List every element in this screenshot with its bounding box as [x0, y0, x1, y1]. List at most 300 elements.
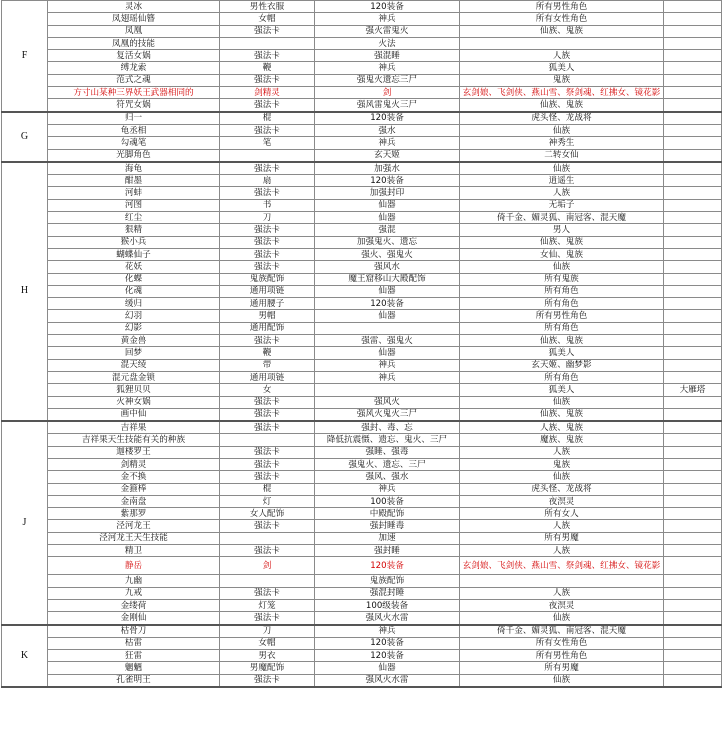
table-row — [2, 396, 722, 408]
item-type-cell: 剑 — [220, 557, 315, 575]
applicable-role-cell: 仙族、鬼族 — [460, 25, 664, 37]
item-table-body — [2, 1, 722, 688]
applicable-role-cell: 所有女性角色 — [460, 637, 664, 649]
item-type-cell — [220, 37, 315, 49]
item-name-cell: 金不换 — [48, 471, 220, 483]
table-row — [2, 625, 722, 638]
item-source-cell: 魔王窟移山大殿配饰 — [315, 273, 460, 285]
applicable-role-cell: 夜溟灵 — [460, 495, 664, 507]
item-source-cell: 强混封睡 — [315, 587, 460, 599]
applicable-role-cell: 魔族、鬼族 — [460, 434, 664, 446]
item-source-cell: 强水 — [315, 124, 460, 136]
item-type-cell: 强法卡 — [220, 587, 315, 599]
item-type-cell: 强法卡 — [220, 261, 315, 273]
item-source-cell: 120装备 — [315, 1, 460, 13]
item-type-cell: 强法卡 — [220, 25, 315, 37]
extra-note-cell — [664, 612, 722, 625]
applicable-role-cell: 所有角色 — [460, 285, 664, 297]
applicable-role-cell: 玄剑娘、飞剑侠、燕山雪、祭剑魂、红拂女、镜花影 — [460, 557, 664, 575]
item-source-cell: 强风火鬼火三尸 — [315, 408, 460, 421]
item-type-cell: 女人配饰 — [220, 508, 315, 520]
item-source-cell: 强混 — [315, 224, 460, 236]
table-row — [2, 175, 722, 187]
applicable-role-cell: 仙族 — [460, 261, 664, 273]
item-source-cell: 神兵 — [315, 13, 460, 25]
item-type-cell: 男性衣服 — [220, 1, 315, 13]
item-source-cell: 神兵 — [315, 371, 460, 383]
applicable-role-cell: 人族 — [460, 446, 664, 458]
item-name-cell: 九幽 — [48, 575, 220, 587]
item-name-cell: 缓归 — [48, 298, 220, 310]
item-type-cell: 强法卡 — [220, 99, 315, 112]
item-name-cell: 复活女娲 — [48, 50, 220, 62]
item-source-cell: 强风火水雷 — [315, 612, 460, 625]
item-name-cell: 猴小兵 — [48, 236, 220, 248]
item-type-cell: 强法卡 — [220, 520, 315, 532]
table-row — [2, 149, 722, 162]
table-row — [2, 285, 722, 297]
item-type-cell: 强法卡 — [220, 162, 315, 175]
item-source-cell: 强封、毒、忘 — [315, 421, 460, 434]
item-source-cell: 中殿配饰 — [315, 508, 460, 520]
applicable-role-cell: 无垢子 — [460, 199, 664, 211]
item-source-cell: 120装备 — [315, 557, 460, 575]
group-letter-cell: J — [2, 421, 48, 624]
item-source-cell: 剑 — [315, 87, 460, 99]
table-row — [2, 587, 722, 599]
table-row — [2, 124, 722, 136]
table-row — [2, 112, 722, 125]
item-type-cell: 强法卡 — [220, 124, 315, 136]
item-table — [1, 0, 722, 688]
item-name-cell: 红尘 — [48, 212, 220, 224]
table-row — [2, 446, 722, 458]
extra-note-cell — [664, 310, 722, 322]
item-source-cell: 仙器 — [315, 285, 460, 297]
extra-note-cell — [664, 359, 722, 371]
item-name-cell: 花妖 — [48, 261, 220, 273]
item-type-cell: 强法卡 — [220, 236, 315, 248]
item-type-cell: 刀 — [220, 625, 315, 638]
item-source-cell: 强火、强鬼火 — [315, 248, 460, 260]
item-type-cell: 笔 — [220, 137, 315, 149]
applicable-role-cell: 逍遥生 — [460, 175, 664, 187]
applicable-role-cell: 仙族、鬼族 — [460, 99, 664, 112]
table-row — [2, 298, 722, 310]
item-type-cell: 棍 — [220, 112, 315, 125]
extra-note-cell — [664, 322, 722, 334]
item-name-cell: 回梦 — [48, 347, 220, 359]
extra-note-cell — [664, 599, 722, 611]
item-type-cell: 鞭 — [220, 62, 315, 74]
extra-note-cell — [664, 298, 722, 310]
extra-note-cell — [664, 520, 722, 532]
extra-note-cell — [664, 124, 722, 136]
applicable-role-cell: 玄天姬、幽梦影 — [460, 359, 664, 371]
item-name-cell: 龟丞相 — [48, 124, 220, 136]
item-type-cell: 男魔配饰 — [220, 662, 315, 674]
extra-note-cell — [664, 371, 722, 383]
item-source-cell: 强睡、强毒 — [315, 446, 460, 458]
extra-note-cell — [664, 273, 722, 285]
item-source-cell: 强封睡 — [315, 545, 460, 557]
item-name-cell: 金南盘 — [48, 495, 220, 507]
table-row — [2, 37, 722, 49]
item-name-cell: 九戒 — [48, 587, 220, 599]
applicable-role-cell: 仙族、鬼族 — [460, 408, 664, 421]
extra-note-cell — [664, 434, 722, 446]
item-type-cell: 灯 — [220, 495, 315, 507]
table-row — [2, 1, 722, 13]
table-row — [2, 599, 722, 611]
extra-note-cell — [664, 545, 722, 557]
item-source-cell: 加强鬼火、遗忘 — [315, 236, 460, 248]
table-row — [2, 520, 722, 532]
item-name-cell: 狠精 — [48, 224, 220, 236]
item-name-cell: 方寸山某种三界妖王武器相同的 — [48, 87, 220, 99]
item-source-cell: 100装备 — [315, 495, 460, 507]
table-row — [2, 87, 722, 99]
extra-note-cell — [664, 662, 722, 674]
item-source-cell: 神兵 — [315, 359, 460, 371]
item-name-cell: 火神女娲 — [48, 396, 220, 408]
table-row — [2, 408, 722, 421]
group-letter-cell: F — [2, 1, 48, 112]
table-row — [2, 434, 722, 446]
applicable-role-cell: 人族 — [460, 520, 664, 532]
applicable-role-cell: 人族 — [460, 587, 664, 599]
item-source-cell: 仙器 — [315, 199, 460, 211]
extra-note-cell: 大雁塔 — [664, 384, 722, 396]
table-row — [2, 25, 722, 37]
extra-note-cell — [664, 50, 722, 62]
item-type-cell: 灯笼 — [220, 599, 315, 611]
item-source-cell — [315, 322, 460, 334]
item-type-cell: 强法卡 — [220, 446, 315, 458]
item-type-cell: 通用腰子 — [220, 298, 315, 310]
table-row — [2, 508, 722, 520]
extra-note-cell — [664, 532, 722, 544]
item-source-cell: 强风火水雷 — [315, 674, 460, 687]
applicable-role-cell: 狐美人 — [460, 384, 664, 396]
item-name-cell: 剑精灵 — [48, 458, 220, 470]
item-type-cell: 男帽 — [220, 310, 315, 322]
item-source-cell: 强封睡毒 — [315, 520, 460, 532]
extra-note-cell — [664, 187, 722, 199]
table-row — [2, 384, 722, 396]
item-source-cell: 加强水 — [315, 162, 460, 175]
item-name-cell: 归一 — [48, 112, 220, 125]
table-row — [2, 471, 722, 483]
table-row — [2, 199, 722, 211]
extra-note-cell — [664, 335, 722, 347]
item-name-cell: 河蚌 — [48, 187, 220, 199]
extra-note-cell — [664, 112, 722, 125]
extra-note-cell — [664, 285, 722, 297]
applicable-role-cell: 仙族 — [460, 612, 664, 625]
table-row — [2, 545, 722, 557]
item-name-cell: 混元盘金锁 — [48, 371, 220, 383]
item-type-cell: 强法卡 — [220, 224, 315, 236]
item-source-cell: 神兵 — [315, 625, 460, 638]
table-row — [2, 612, 722, 625]
table-row — [2, 13, 722, 25]
applicable-role-cell: 所有角色 — [460, 322, 664, 334]
applicable-role-cell: 所有男性角色 — [460, 1, 664, 13]
applicable-role-cell: 倚千金、媚灵狐、南冠客、混天魔 — [460, 625, 664, 638]
table-row — [2, 421, 722, 434]
item-source-cell: 仙器 — [315, 347, 460, 359]
table-row — [2, 650, 722, 662]
item-name-cell: 魍魉 — [48, 662, 220, 674]
item-type-cell: 强法卡 — [220, 248, 315, 260]
item-name-cell: 化蝶 — [48, 273, 220, 285]
table-row — [2, 458, 722, 470]
applicable-role-cell: 倚千金、媚灵狐、南冠客、混天魔 — [460, 212, 664, 224]
item-source-cell: 强雷、强鬼火 — [315, 335, 460, 347]
item-name-cell: 泾河龙王 — [48, 520, 220, 532]
item-name-cell: 光脚角色 — [48, 149, 220, 162]
applicable-role-cell: 二转女仙 — [460, 149, 664, 162]
item-name-cell: 范式之魂 — [48, 74, 220, 86]
item-name-cell: 酣墨 — [48, 175, 220, 187]
extra-note-cell — [664, 37, 722, 49]
item-type-cell: 强法卡 — [220, 335, 315, 347]
item-type-cell: 刀 — [220, 212, 315, 224]
item-type-cell: 带 — [220, 359, 315, 371]
item-name-cell: 化魂 — [48, 285, 220, 297]
applicable-role-cell: 仙族、鬼族 — [460, 335, 664, 347]
item-name-cell: 勾魂笔 — [48, 137, 220, 149]
item-name-cell: 河图 — [48, 199, 220, 211]
item-type-cell: 剑精灵 — [220, 87, 315, 99]
applicable-role-cell: 夜溟灵 — [460, 599, 664, 611]
table-row — [2, 347, 722, 359]
item-type-cell: 强法卡 — [220, 396, 315, 408]
table-row — [2, 557, 722, 575]
item-type-cell — [220, 149, 315, 162]
table-row — [2, 322, 722, 334]
item-name-cell: 符咒女娲 — [48, 99, 220, 112]
item-source-cell: 强风火 — [315, 396, 460, 408]
table-row — [2, 335, 722, 347]
applicable-role-cell: 玄剑娘、飞剑侠、燕山雪、祭剑魂、红拂女、镜花影 — [460, 87, 664, 99]
extra-note-cell — [664, 87, 722, 99]
item-type-cell: 强法卡 — [220, 74, 315, 86]
table-row — [2, 483, 722, 495]
extra-note-cell — [664, 25, 722, 37]
extra-note-cell — [664, 162, 722, 175]
extra-note-cell — [664, 396, 722, 408]
item-source-cell: 火法 — [315, 37, 460, 49]
applicable-role-cell: 所有角色 — [460, 298, 664, 310]
applicable-role-cell: 所有男魔 — [460, 532, 664, 544]
applicable-role-cell: 狐美人 — [460, 347, 664, 359]
applicable-role-cell: 所有鬼族 — [460, 273, 664, 285]
item-type-cell: 书 — [220, 199, 315, 211]
extra-note-cell — [664, 175, 722, 187]
table-row — [2, 62, 722, 74]
item-source-cell: 神兵 — [315, 483, 460, 495]
item-type-cell: 强法卡 — [220, 187, 315, 199]
table-row — [2, 248, 722, 260]
applicable-role-cell: 人族 — [460, 545, 664, 557]
extra-note-cell — [664, 650, 722, 662]
applicable-role-cell: 虎头怪、龙战将 — [460, 483, 664, 495]
extra-note-cell — [664, 637, 722, 649]
item-type-cell: 强法卡 — [220, 545, 315, 557]
extra-note-cell — [664, 224, 722, 236]
extra-note-cell — [664, 1, 722, 13]
table-row — [2, 310, 722, 322]
item-type-cell: 强法卡 — [220, 674, 315, 687]
table-row — [2, 212, 722, 224]
item-source-cell: 100级装备 — [315, 599, 460, 611]
item-source-cell: 强风雷鬼火三尸 — [315, 99, 460, 112]
applicable-role-cell: 虎头怪、龙战将 — [460, 112, 664, 125]
item-name-cell: 孔雀明王 — [48, 674, 220, 687]
group-letter-cell: H — [2, 162, 48, 421]
item-source-cell: 神兵 — [315, 137, 460, 149]
item-name-cell: 画中仙 — [48, 408, 220, 421]
applicable-role-cell: 所有男性角色 — [460, 650, 664, 662]
applicable-role-cell: 所有男性角色 — [460, 310, 664, 322]
table-row — [2, 162, 722, 175]
applicable-role-cell: 所有女人 — [460, 508, 664, 520]
item-name-cell: 狐狸贝贝 — [48, 384, 220, 396]
extra-note-cell — [664, 212, 722, 224]
extra-note-cell — [664, 587, 722, 599]
item-type-cell: 强法卡 — [220, 50, 315, 62]
item-source-cell: 仙器 — [315, 662, 460, 674]
item-type-cell — [220, 434, 315, 446]
item-source-cell: 强火雷鬼火 — [315, 25, 460, 37]
item-name-cell: 海龟 — [48, 162, 220, 175]
item-type-cell — [220, 575, 315, 587]
table-row — [2, 371, 722, 383]
extra-note-cell — [664, 471, 722, 483]
item-source-cell: 120装备 — [315, 637, 460, 649]
extra-note-cell — [664, 508, 722, 520]
item-source-cell — [315, 384, 460, 396]
applicable-role-cell: 神秀生 — [460, 137, 664, 149]
extra-note-cell — [664, 137, 722, 149]
extra-note-cell — [664, 261, 722, 273]
item-name-cell: 紫那罗 — [48, 508, 220, 520]
item-name-cell: 灵冰 — [48, 1, 220, 13]
item-type-cell: 通用项链 — [220, 371, 315, 383]
item-type-cell — [220, 532, 315, 544]
extra-note-cell — [664, 149, 722, 162]
item-type-cell: 女帽 — [220, 637, 315, 649]
table-row — [2, 224, 722, 236]
item-name-cell: 精卫 — [48, 545, 220, 557]
applicable-role-cell: 仙族 — [460, 162, 664, 175]
item-name-cell: 金刚仙 — [48, 612, 220, 625]
item-source-cell: 仙器 — [315, 310, 460, 322]
extra-note-cell — [664, 199, 722, 211]
item-name-cell: 枯雷 — [48, 637, 220, 649]
applicable-role-cell: 鬼族 — [460, 458, 664, 470]
extra-note-cell — [664, 446, 722, 458]
table-row — [2, 50, 722, 62]
item-name-cell: 静岳 — [48, 557, 220, 575]
item-name-cell: 吉祥果天生技能有关的种族 — [48, 434, 220, 446]
extra-note-cell — [664, 99, 722, 112]
item-source-cell: 神兵 — [315, 62, 460, 74]
item-name-cell: 蝴蝶仙子 — [48, 248, 220, 260]
applicable-role-cell: 人族 — [460, 50, 664, 62]
extra-note-cell — [664, 248, 722, 260]
extra-note-cell — [664, 575, 722, 587]
item-name-cell: 缚龙索 — [48, 62, 220, 74]
applicable-role-cell: 仙族 — [460, 674, 664, 687]
item-name-cell: 凤翅瑶仙簪 — [48, 13, 220, 25]
extra-note-cell — [664, 674, 722, 687]
item-name-cell: 黄金兽 — [48, 335, 220, 347]
applicable-role-cell: 人族 — [460, 187, 664, 199]
table-row — [2, 236, 722, 248]
table-row — [2, 662, 722, 674]
item-type-cell: 通用配饰 — [220, 322, 315, 334]
item-type-cell: 强法卡 — [220, 408, 315, 421]
applicable-role-cell: 鬼族 — [460, 74, 664, 86]
applicable-role-cell: 人族、鬼族 — [460, 421, 664, 434]
applicable-role-cell: 所有男魔 — [460, 662, 664, 674]
item-source-cell: 120装备 — [315, 112, 460, 125]
table-row — [2, 575, 722, 587]
table-row — [2, 74, 722, 86]
item-type-cell: 鞭 — [220, 347, 315, 359]
item-name-cell: 枯骨刀 — [48, 625, 220, 638]
extra-note-cell — [664, 557, 722, 575]
item-source-cell: 强鬼火、遗忘、三尸 — [315, 458, 460, 470]
item-type-cell: 女帽 — [220, 13, 315, 25]
item-source-cell: 强风水 — [315, 261, 460, 273]
item-source-cell: 仙器 — [315, 212, 460, 224]
applicable-role-cell: 所有角色 — [460, 371, 664, 383]
applicable-role-cell: 仙族 — [460, 396, 664, 408]
item-source-cell: 降低抗震慑、遗忘、鬼火、三尸 — [315, 434, 460, 446]
item-name-cell: 狂雷 — [48, 650, 220, 662]
item-source-cell: 玄天姬 — [315, 149, 460, 162]
applicable-role-cell: 所有女性角色 — [460, 13, 664, 25]
item-name-cell: 吉祥果 — [48, 421, 220, 434]
extra-note-cell — [664, 458, 722, 470]
extra-note-cell — [664, 495, 722, 507]
item-source-cell: 120装备 — [315, 175, 460, 187]
item-name-cell: 幻影 — [48, 322, 220, 334]
item-type-cell: 女 — [220, 384, 315, 396]
extra-note-cell — [664, 74, 722, 86]
table-row — [2, 273, 722, 285]
applicable-role-cell: 仙族 — [460, 124, 664, 136]
applicable-role-cell — [460, 37, 664, 49]
applicable-role-cell: 女仙、鬼族 — [460, 248, 664, 260]
extra-note-cell — [664, 347, 722, 359]
group-letter-cell: K — [2, 625, 48, 687]
extra-note-cell — [664, 62, 722, 74]
item-source-cell: 120装备 — [315, 298, 460, 310]
item-source-cell: 120装备 — [315, 650, 460, 662]
item-name-cell: 金箍棒 — [48, 483, 220, 495]
applicable-role-cell: 狐美人 — [460, 62, 664, 74]
table-row — [2, 495, 722, 507]
applicable-role-cell: 仙族、鬼族 — [460, 236, 664, 248]
item-name-cell: 凤凰 — [48, 25, 220, 37]
applicable-role-cell: 仙族 — [460, 471, 664, 483]
item-name-cell: 混天绫 — [48, 359, 220, 371]
